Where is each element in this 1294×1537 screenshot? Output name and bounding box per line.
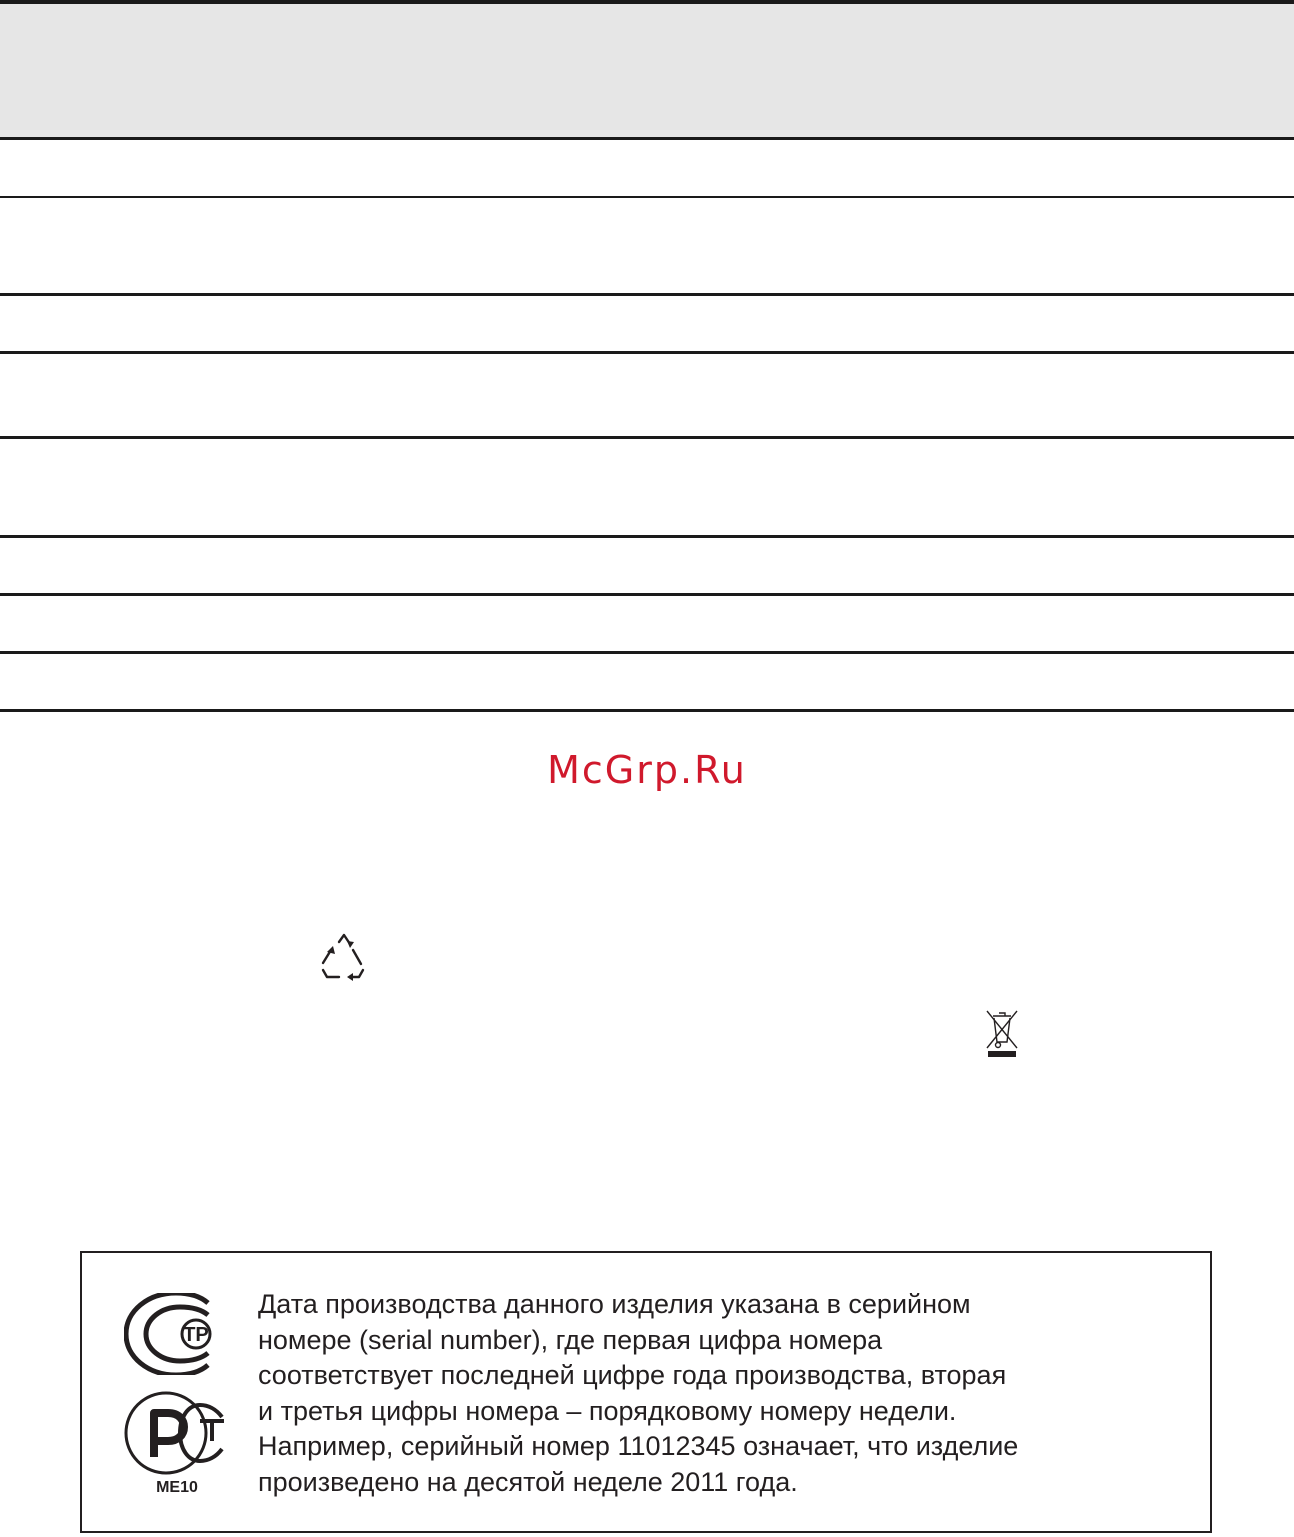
manufacture-date-notice xyxy=(80,1251,1212,1533)
text-line: произведено на десятой неделе 2011 года. xyxy=(258,1466,798,1497)
text-line: номере (serial number), где первая цифра номера xyxy=(258,1324,883,1355)
table-rule xyxy=(0,651,1294,654)
table-rule xyxy=(0,593,1294,596)
table-rule xyxy=(0,535,1294,538)
table-rule xyxy=(0,0,1294,4)
pct-code: ME10 xyxy=(156,1479,198,1496)
table-rule xyxy=(0,137,1294,140)
eac-mark-icon xyxy=(124,1293,228,1375)
pct-certification-icon xyxy=(124,1391,228,1475)
table-rule xyxy=(0,709,1294,712)
table-rule xyxy=(0,196,1294,198)
table-header-band xyxy=(0,4,1294,138)
text-line: Дата производства данного изделия указана в серийном xyxy=(258,1289,971,1319)
text-line: и третья цифры номера – порядковому номеру недели. xyxy=(258,1395,957,1426)
text-line: Например, серийный номер 11012345 означает, что изделие xyxy=(258,1431,1019,1462)
manufacture-date-text xyxy=(258,1287,1198,1501)
crossed-out-bin-icon xyxy=(984,1008,1020,1058)
table-rule xyxy=(0,293,1294,296)
text-line: соответствует последней цифре года производства, вторая xyxy=(258,1360,1007,1391)
recycle-icon xyxy=(317,932,371,984)
table-rule xyxy=(0,436,1294,439)
svg-text:ТР: ТР xyxy=(183,1324,209,1346)
table-rule xyxy=(0,351,1294,354)
watermark: McGrp.Ru xyxy=(547,748,747,792)
